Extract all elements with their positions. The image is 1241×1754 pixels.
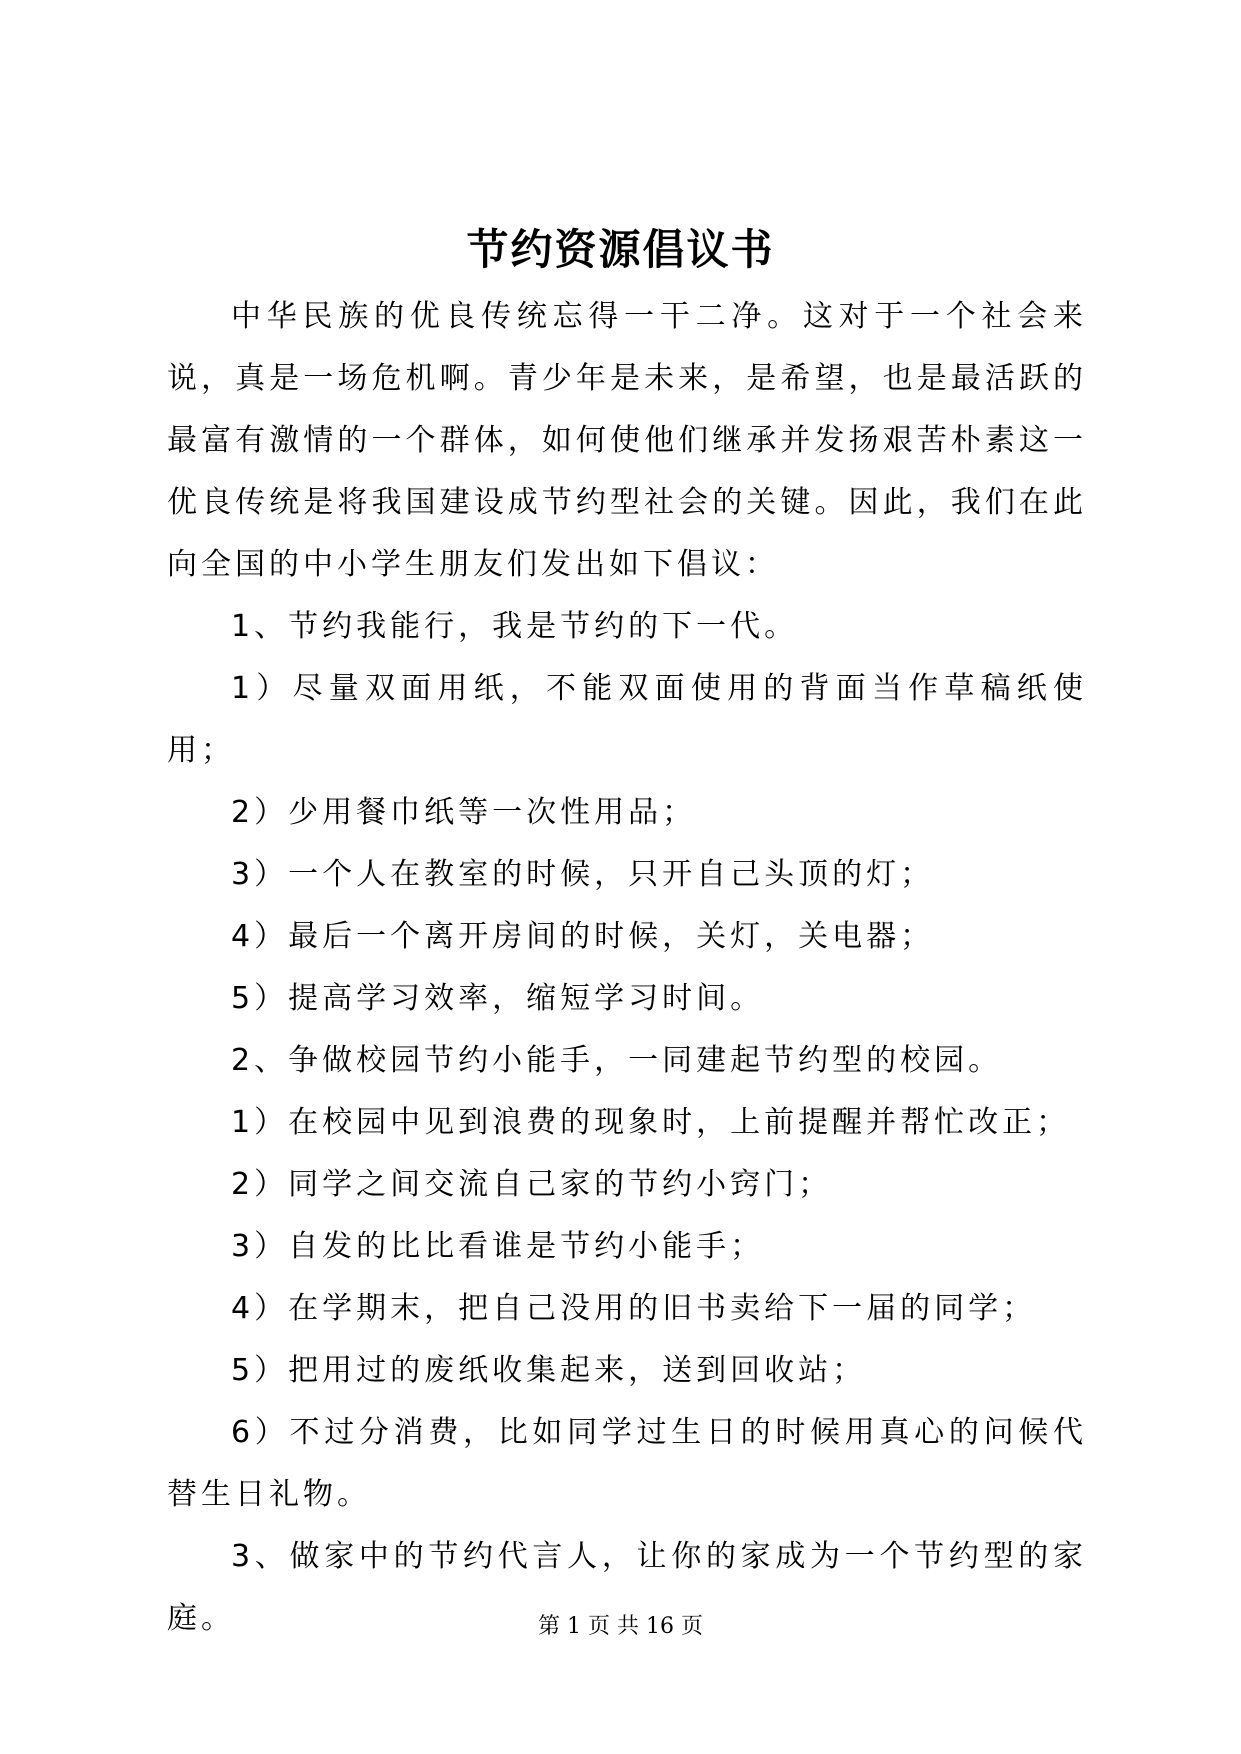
paragraph-item: 1）在校园中见到浪费的现象时，上前提醒并帮忙改正； xyxy=(231,1105,1071,1140)
paragraph-section-3-heading: 3、做家中的节约代言人，让你的家成为一个节约型的家庭。 xyxy=(167,1539,1087,1636)
paragraph-item: 5）把用过的废纸收集起来，送到回收站； xyxy=(231,1353,867,1388)
document-title: 节约资源倡议书 xyxy=(466,225,775,274)
paragraph-item: 3）一个人在教室的时候，只开自己头顶的灯； xyxy=(231,857,935,892)
paragraph-item: 1）尽量双面用纸，不能双面使用的背面当作草稿纸使用； xyxy=(167,671,1087,768)
paragraph-section-1-heading: 1、节约我能行，我是节约的下一代。 xyxy=(231,609,799,644)
paragraph-item: 4）在学期末，把自己没用的旧书卖给下一届的同学； xyxy=(231,1291,1037,1326)
document-body xyxy=(167,286,1087,1650)
paragraph-item: 2）同学之间交流自己家的节约小窍门； xyxy=(231,1167,833,1202)
paragraph-item: 3）自发的比比看谁是节约小能手； xyxy=(231,1229,765,1264)
page-number-footer: 第 1 页 共 16 页 xyxy=(538,1614,703,1639)
paragraph-item: 2）少用餐巾纸等一次性用品； xyxy=(231,795,697,830)
paragraph-item: 4）最后一个离开房间的时候，关灯，关电器； xyxy=(231,919,935,954)
paragraph-section-2-heading: 2、争做校园节约小能手，一同建起节约型的校园。 xyxy=(231,1043,1003,1078)
paragraph-item: 5）提高学习效率，缩短学习时间。 xyxy=(231,981,765,1016)
paragraph-item: 6）不过分消费，比如同学过生日的时候用真心的问候代替生日礼物。 xyxy=(167,1415,1087,1512)
paragraph-intro: 中华民族的优良传统忘得一干二净。这对于一个社会来说，真是一场危机啊。青少年是未来，是希望，也是最活跃的最富有激情的一个群体，如何使他们继承并发扬艰苦朴素这一优良传统是将我国建设成节约型社会的关键。因此，我们在此向全国的中小学生朋友们发出如下倡议： xyxy=(167,299,1087,582)
